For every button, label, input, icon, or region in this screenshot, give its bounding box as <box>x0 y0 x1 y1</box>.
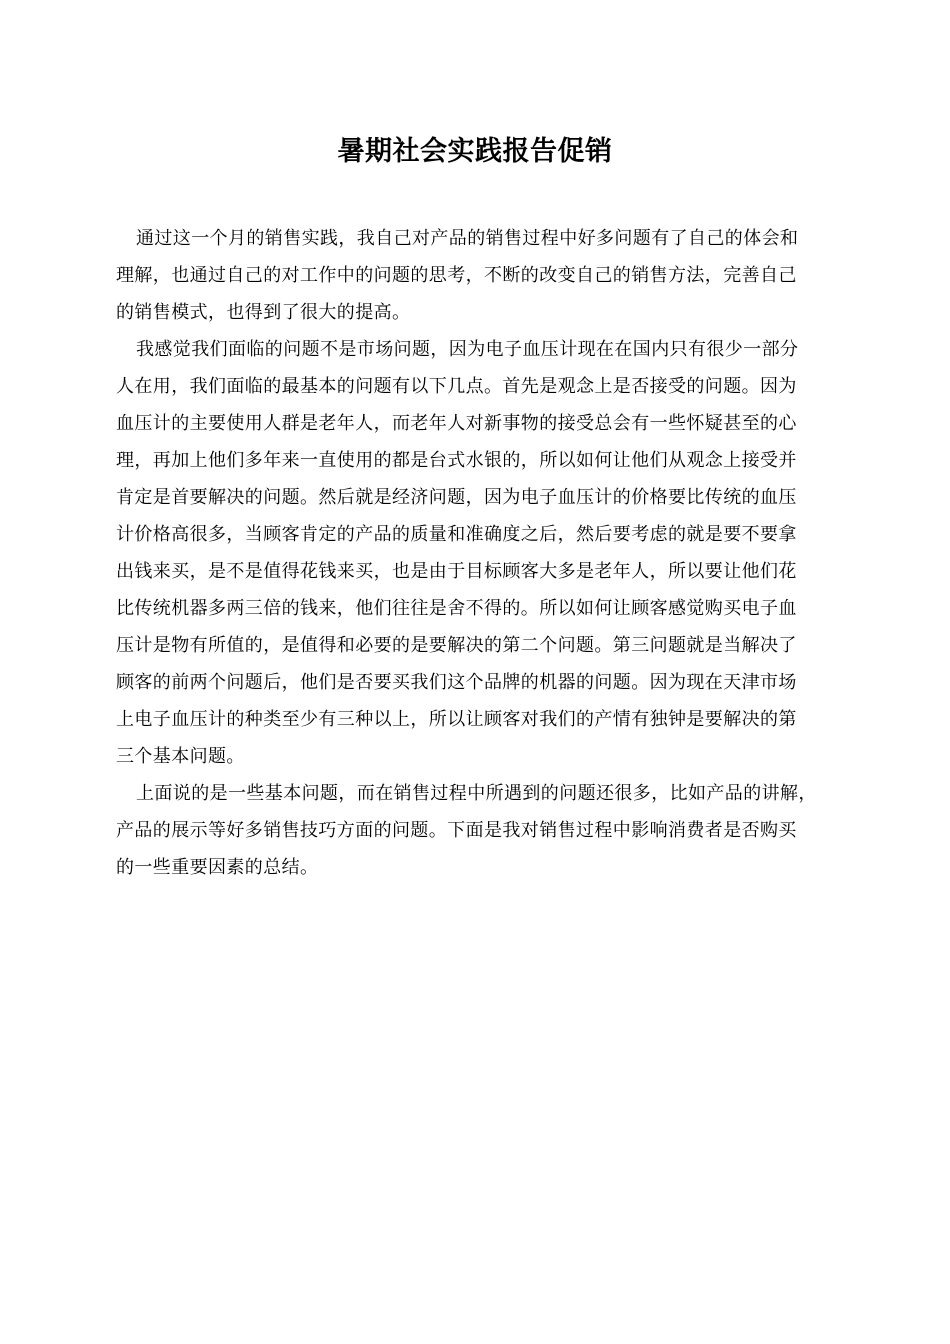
paragraph-line: 通过这一个月的销售实践，我自己对产品的销售过程中好多问题有了自己的体会和 <box>136 228 799 249</box>
paragraph-line: 理，再加上他们多年来一直使用的都是台式水银的，所以如何让他们从观念上接受并 <box>116 450 797 471</box>
document-title: 暑期社会实践报告促销 <box>337 136 613 167</box>
paragraph-line: 压计是物有所值的，是值得和必要的是要解决的第二个问题。第三问题就是当解决了 <box>116 635 797 656</box>
paragraph-2 <box>116 331 836 775</box>
paragraph-line: 的一些重要因素的总结。 <box>116 857 319 878</box>
paragraph-line: 上电子血压计的种类至少有三种以上，所以让顾客对我们的产情有独钟是要解决的第 <box>116 709 797 730</box>
paragraph-line: 三个基本问题。 <box>116 746 245 767</box>
document-body <box>116 220 836 886</box>
paragraph-line: 计价格高很多，当顾客肯定的产品的质量和准确度之后，然后要考虑的就是要不要拿 <box>116 524 797 545</box>
paragraph-line: 血压计的主要使用人群是老年人，而老年人对新事物的接受总会有一些怀疑甚至的心 <box>116 413 797 434</box>
paragraph-line: 肯定是首要解决的问题。然后就是经济问题，因为电子血压计的价格要比传统的血压 <box>116 487 797 508</box>
paragraph-3 <box>116 775 836 886</box>
paragraph-line: 我感觉我们面临的问题不是市场问题，因为电子血压计现在在国内只有很少一部分 <box>136 339 799 360</box>
paragraph-line: 顾客的前两个问题后，他们是否要买我们这个品牌的机器的问题。因为现在天津市场 <box>116 672 797 693</box>
paragraph-line: 上面说的是一些基本问题，而在销售过程中所遇到的问题还很多，比如产品的讲解， <box>136 783 817 804</box>
paragraph-line: 比传统机器多两三倍的钱来，他们往往是舍不得的。所以如何让顾客感觉购买电子血 <box>116 598 797 619</box>
paragraph-line: 产品的展示等好多销售技巧方面的问题。下面是我对销售过程中影响消费者是否购买 <box>116 820 797 841</box>
paragraph-line: 出钱来买，是不是值得花钱来买，也是由于目标顾客大多是老年人，所以要让他们花 <box>116 561 797 582</box>
paragraph-line: 人在用，我们面临的最基本的问题有以下几点。首先是观念上是否接受的问题。因为 <box>116 376 797 397</box>
paragraph-line: 理解，也通过自己的对工作中的问题的思考，不断的改变自己的销售方法，完善自己 <box>116 265 797 286</box>
paragraph-1 <box>116 220 836 331</box>
paragraph-line: 的销售模式，也得到了很大的提高。 <box>116 302 411 323</box>
